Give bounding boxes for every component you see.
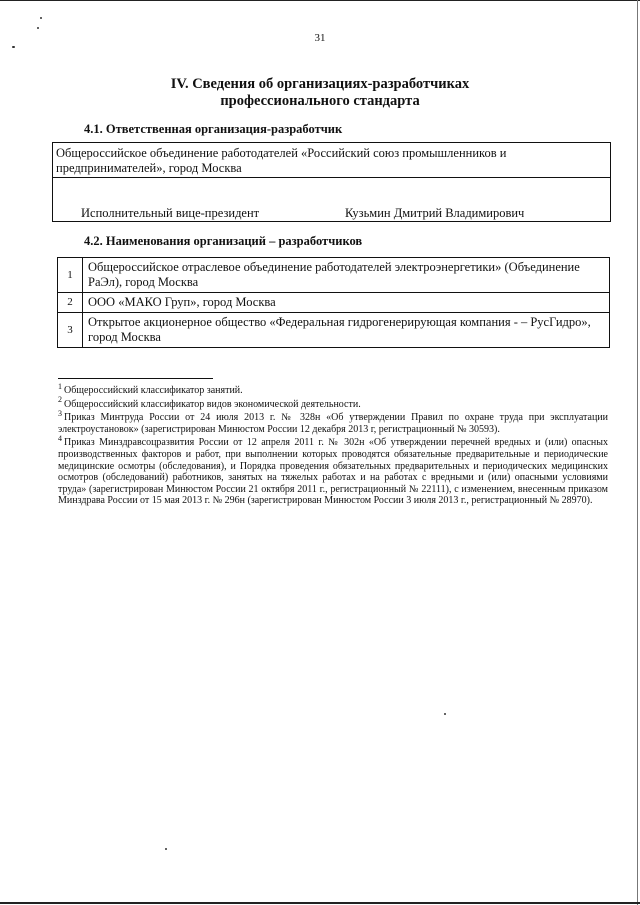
- footnote-mark: 3: [58, 408, 62, 418]
- row-number: 3: [58, 313, 83, 348]
- responsible-org-name: Общероссийское объединение работодателей «Российский союз промышленников и предпринимателей», город Москва: [56, 146, 507, 175]
- scan-speck: [40, 17, 42, 19]
- scan-speck: [165, 848, 167, 850]
- signatory-name: Кузьмин Дмитрий Владимирович: [345, 206, 525, 220]
- footnote: [58, 395, 608, 411]
- footnote-mark: 2: [58, 395, 62, 405]
- footnote: [58, 381, 608, 397]
- page-edge-right: [637, 0, 638, 905]
- org-name: Общероссийское отраслевое объединение работодателей электроэнергетики» (Объединение РаЭл), город Москва: [83, 258, 610, 293]
- footnote: [58, 408, 608, 435]
- table-row: [58, 258, 610, 293]
- footnote: [58, 434, 608, 507]
- row-number: 2: [58, 293, 83, 313]
- developer-orgs-table: [57, 257, 610, 348]
- developer-orgs-heading: 4.2. Наименования организаций – разработчиков: [84, 234, 363, 248]
- footnote-rule: [58, 378, 213, 379]
- signatory-position: Исполнительный вице-президент: [81, 206, 260, 220]
- footnote-mark: 4: [58, 434, 62, 444]
- section-title: [40, 76, 600, 110]
- footnote-text: Общероссийский классификатор видов экономической деятельности.: [64, 398, 361, 410]
- org-name: Открытое акционерное общество «Федеральная гидрогенерирующая компания - – РусГидро», город Москва: [83, 313, 610, 348]
- scan-speck: [37, 27, 39, 29]
- section-title-line2: профессионального стандарта: [220, 93, 420, 109]
- table-row: [58, 293, 610, 313]
- footnotes: [58, 381, 608, 509]
- page-edge-top: [0, 0, 640, 1]
- footnote-text: Общероссийский классификатор занятий.: [64, 385, 243, 396]
- row-number: 1: [58, 258, 83, 293]
- page-edge-bottom: [0, 902, 640, 904]
- org-name: ООО «МАКО Груп», город Москва: [83, 293, 610, 313]
- scan-speck: [12, 46, 15, 48]
- footnote-mark: 1: [58, 381, 62, 391]
- box-divider: [53, 177, 610, 178]
- table-row: [58, 313, 610, 348]
- scan-speck: [444, 713, 446, 715]
- section-title-line1: IV. Сведения об организациях-разработчиках: [170, 76, 470, 92]
- responsible-org-heading: 4.1. Ответственная организация-разработчик: [84, 122, 343, 136]
- page-number: 31: [314, 32, 326, 44]
- responsible-org-box: [52, 142, 611, 222]
- footnote-text: Приказ Минтруда России от 24 июля 2013 г. № 328н «Об утверждении Правил по охране труда при эксплуатации электроустановок» (зарегистрирован Минюстом России 12 декабря 2013 г, регистрационный № 30593).: [58, 412, 608, 435]
- footnote-text: Приказ Минздравсоцразвития России от 12 апреля 2011 г. № 302н «Об утверждении перечней вредных и (или) опасных производственных факторов и работ, при выполнении которых проводятся обязательные предварительные и периодические медицинские осмотры (обследования), и Порядка проведения обязательных предварительных и периодических медицинских осмотров (обследований) работников, занятых на тяжелых работах и на работах с вредными и (или) опасными условиями труда» (зарегистрирован Минюстом России 21 октября 2011 г., регистрационный № 22111), с изменением, внесенным приказом Минздрава России от 15 мая 2013 г. № 296н (зарегистрирован Минюстом России 3 июля 2013 г., регистрационный № 28970).: [58, 437, 608, 507]
